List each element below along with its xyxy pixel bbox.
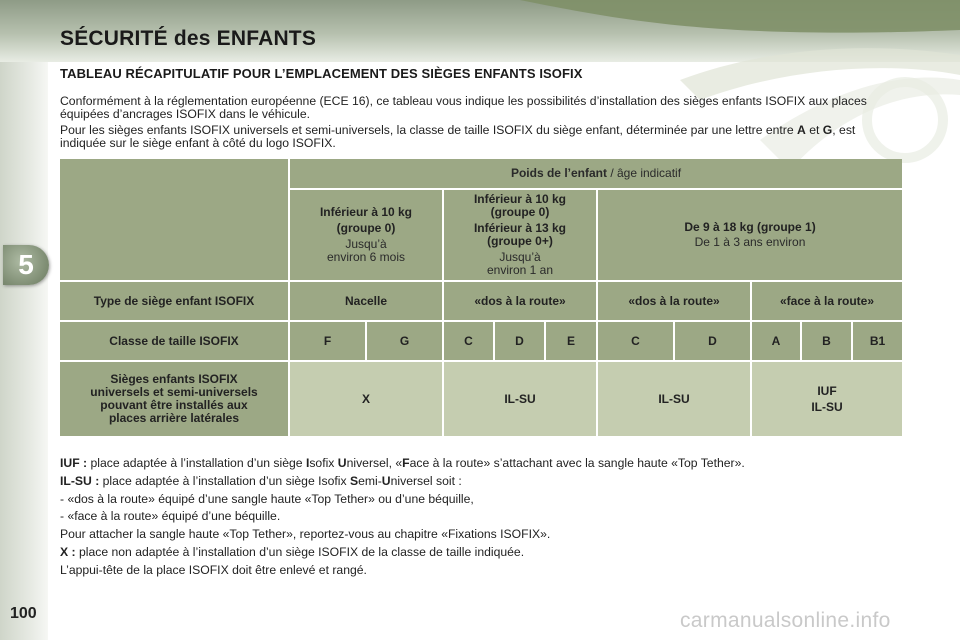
type-cell: «dos à la route»	[598, 282, 750, 320]
note-text: place adaptée à l’installation d’un siège Isofix	[99, 473, 350, 488]
seats-value: IUF	[817, 383, 837, 398]
seats-row-label	[60, 362, 288, 436]
group-label: Inférieur à 13 kg	[473, 221, 567, 235]
group-0plus-cell	[444, 190, 596, 280]
watermark: carmanualsonline.info	[680, 609, 891, 632]
note-text: emi-	[358, 473, 382, 488]
seats-label-line: universels et semi-universels	[90, 385, 258, 399]
seats-value: IL-SU	[811, 399, 843, 414]
para-bold: G	[822, 123, 833, 137]
seats-cell: IL-SU	[598, 362, 750, 436]
seats-cell: IL-SU	[444, 362, 596, 436]
note-text: place non adaptée à l’installation d’un siège ISOFIX de la classe de taille indiquée.	[75, 544, 525, 559]
para-text: , est indiquée sur le siège enfant à côté du logo ISOFIX.	[60, 123, 856, 150]
class-cell: C	[444, 322, 493, 360]
note-text: place adaptée à l’installation d’un siège	[87, 456, 306, 470]
seats-label-line: Sièges enfants ISOFIX	[110, 372, 238, 386]
group-label: (groupe 0)	[336, 221, 396, 235]
group-0-cell	[290, 190, 442, 280]
note-bold: U	[381, 473, 391, 488]
note-bold: S	[349, 473, 359, 488]
class-cell: E	[546, 322, 596, 360]
class-cell: D	[675, 322, 750, 360]
note-text: niversel soit :	[390, 473, 462, 488]
type-cell: Nacelle	[290, 282, 442, 320]
para-text: Pour les sièges enfants ISOFIX universels et semi-universels, la classe de taille ISOFIX du siège enfant, déterminée par une lettre entre	[60, 123, 798, 137]
weight-header-bold: Poids de l’enfant	[510, 166, 607, 180]
para-bold: A	[797, 123, 806, 137]
group-label: Inférieur à 10 kg	[473, 192, 567, 206]
type-cell: «face à la route»	[752, 282, 902, 320]
intro-paragraph: Conformément à la réglementation européenne (ECE 16), ce tableau vous indique les possibilités d’installation des sièges enfants ISOFIX aux places équipées d’ancrages ISOFIX dans le véhicule.	[60, 94, 867, 121]
type-cell: «dos à la route»	[444, 282, 596, 320]
section-heading: TABLEAU RÉCAPITULATIF POUR L’EMPLACEMENT DES SIÈGES ENFANTS ISOFIX	[60, 66, 583, 81]
seats-label-line: places arrière latérales	[108, 411, 240, 425]
group-age: environ 1 an	[486, 263, 554, 277]
seats-label-line: pouvant être installés aux	[100, 398, 248, 412]
note-key: IL-SU :	[60, 473, 100, 488]
weight-header-rest: / âge indicatif	[606, 166, 682, 180]
note-text: niversel, «	[346, 456, 403, 470]
group-label: De 9 à 18 kg (groupe 1)	[684, 220, 816, 234]
class-cell: B	[802, 322, 851, 360]
left-margin-strip	[0, 62, 48, 640]
type-row-label: Type de siège enfant ISOFIX	[60, 282, 288, 320]
note-tether: Pour attacher la sangle haute «Top Tether», reportez-vous au chapitre «Fixations ISOFIX».	[60, 527, 551, 542]
note-iuf	[60, 455, 910, 473]
group-age: environ 6 mois	[326, 250, 406, 264]
note-bullet: - «dos à la route» équipé d’une sangle haute «Top Tether» ou d’une béquille,	[60, 491, 474, 506]
class-cell: D	[495, 322, 544, 360]
note-ilsu	[60, 473, 910, 491]
page-title: SÉCURITÉ des ENFANTS	[60, 27, 317, 50]
note-key: X :	[60, 544, 76, 559]
class-cell: G	[367, 322, 442, 360]
para-text: et	[805, 123, 823, 137]
group-1-cell	[598, 190, 902, 280]
chapter-badge: 5	[3, 245, 49, 285]
seats-cell: X	[290, 362, 442, 436]
note-text: ace à la route» s’attachant avec la sangle haute «Top Tether».	[409, 456, 745, 470]
group-age: Jusqu’à	[499, 250, 541, 264]
seats-cell-iuf	[752, 362, 902, 436]
group-label: (groupe 0+)	[487, 234, 553, 248]
group-label: (groupe 0)	[490, 205, 550, 219]
note-x	[60, 544, 910, 562]
intro-section	[60, 66, 902, 149]
size-class-paragraph	[60, 124, 902, 149]
note-key: IUF :	[60, 456, 88, 470]
class-cell: C	[598, 322, 673, 360]
group-age: Jusqu’à	[345, 237, 387, 251]
class-cell: A	[752, 322, 800, 360]
note-bold: F	[402, 456, 410, 470]
page-number: 100	[10, 605, 37, 622]
weight-header	[290, 159, 902, 188]
note-text: sofix	[309, 456, 338, 470]
class-cell: F	[290, 322, 365, 360]
group-label: Inférieur à 10 kg	[319, 205, 413, 219]
class-cell: B1	[853, 322, 902, 360]
note-headrest: L’appui-tête de la place ISOFIX doit être enlevé et rangé.	[60, 562, 367, 577]
legend-notes	[60, 455, 910, 580]
table-corner-cell	[60, 159, 288, 280]
note-bullet: - «face à la route» équipé d’une béquille.	[60, 509, 281, 524]
group-age: De 1 à 3 ans environ	[694, 235, 806, 249]
note-bold: I	[305, 456, 310, 470]
class-row-label: Classe de taille ISOFIX	[60, 322, 288, 360]
note-bold: U	[337, 456, 347, 470]
isofix-table	[60, 159, 902, 439]
